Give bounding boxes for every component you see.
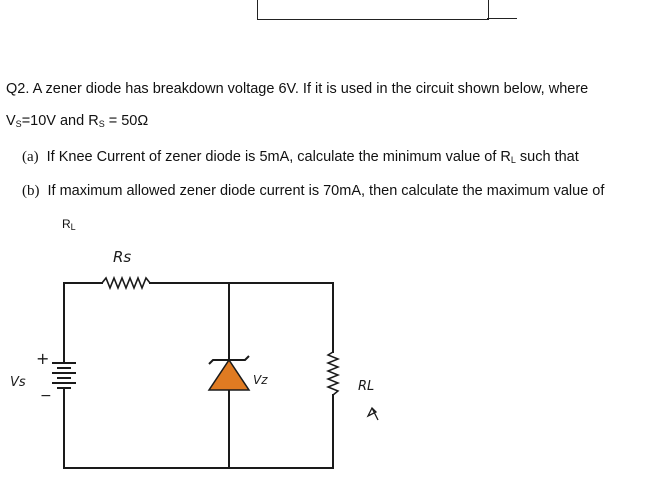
part-a-tail: such that [515,149,579,165]
zener-diode-symbol [209,356,249,390]
answer-box-tail [487,18,517,19]
given-vs-value: =10V and R [21,113,99,129]
wire-bottom [64,390,333,468]
question-part-b [22,182,604,200]
vz-label: Vz [253,373,268,387]
wire-top-right [150,283,333,352]
circuit-wires [64,283,333,468]
circuit-diagram [0,240,667,477]
given-vs-sub: S [15,119,22,129]
part-a-text: If Knee Current of zener diode is 5mA, calculate the minimum value of R [46,149,511,165]
wire-left-top [64,283,102,362]
part-b-cont: R [62,217,71,231]
given-rs-value: = 50Ω [104,113,149,129]
question-given [6,112,148,133]
rl-label: RL [358,379,375,394]
rs-resistor-symbol [102,278,150,288]
rs-label: Rs [113,248,132,266]
minus-label: − [40,388,52,404]
part-b-label: (b) [22,183,40,199]
question-part-b-continuation [62,215,76,236]
question-title: Q2. A zener diode has breakdown voltage 6V. If it is used in the circuit shown below, where [6,81,589,97]
part-b-cont-sub: L [70,222,76,232]
part-b-text: If maximum allowed zener diode current is 70mA, then calculate the maximum value of [47,183,605,199]
given-vs: V [6,113,16,129]
vs-label: Vs [10,375,26,390]
plus-label: + [36,349,50,368]
variable-arrow-icon [368,408,378,420]
answer-box [257,0,489,20]
question-part-a [22,148,579,169]
part-a-sub: L [510,155,516,165]
battery-symbol [52,363,76,388]
part-a-label: (a) [22,149,39,165]
rl-resistor-symbol [328,352,338,395]
given-rs-sub: S [98,119,105,129]
